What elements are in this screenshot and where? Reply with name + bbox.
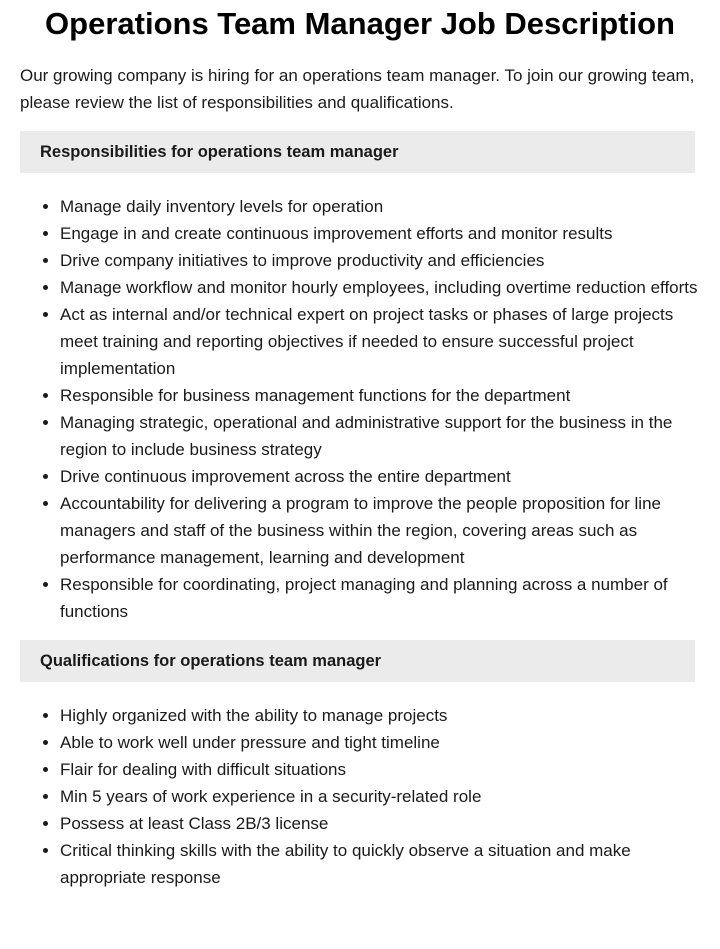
list-item: • Managing strategic, operational and administrative support for the business in the region to include business strategy (60, 409, 700, 463)
list-item: • Able to work well under pressure and tight timeline (60, 729, 700, 756)
list-item: • Highly organized with the ability to manage projects (60, 702, 700, 729)
list-item: • Min 5 years of work experience in a security-related role (60, 783, 700, 810)
intro-text: Our growing company is hiring for an operations team manager. To join our growing team, please review the list of responsibilities and qualifications. (20, 66, 695, 112)
list-item: • Act as internal and/or technical expert on project tasks or phases of large projects meet training and reporting objectives if needed to ensure successful project implementation (60, 301, 700, 382)
list-item: • Possess at least Class 2B/3 license (60, 810, 700, 837)
responsibilities-heading: Responsibilities for operations team manager (20, 131, 695, 173)
list-item: • Drive company initiatives to improve productivity and efficiencies (60, 247, 700, 274)
list-item: • Critical thinking skills with the ability to quickly observe a situation and make appropriate response (60, 837, 700, 891)
list-item: • Manage daily inventory levels for operation (60, 193, 700, 220)
list-item: • Flair for dealing with difficult situations (60, 756, 700, 783)
list-item: • Responsible for business management functions for the department (60, 382, 700, 409)
list-item: • Responsible for coordinating, project managing and planning across a number of functions (60, 571, 700, 625)
page-title: Operations Team Manager Job Description (45, 6, 675, 41)
list-item: • Accountability for delivering a program to improve the people proposition for line managers and staff of the business within the region, covering areas such as performance management, learning and development (60, 490, 700, 571)
list-item: • Drive continuous improvement across the entire department (60, 463, 700, 490)
list-item: • Manage workflow and monitor hourly employees, including overtime reduction efforts (60, 274, 700, 301)
list-item: • Engage in and create continuous improvement efforts and monitor results (60, 220, 700, 247)
qualifications-heading: Qualifications for operations team manager (20, 640, 695, 682)
responsibilities-list (20, 193, 700, 625)
qualifications-list (20, 702, 700, 891)
